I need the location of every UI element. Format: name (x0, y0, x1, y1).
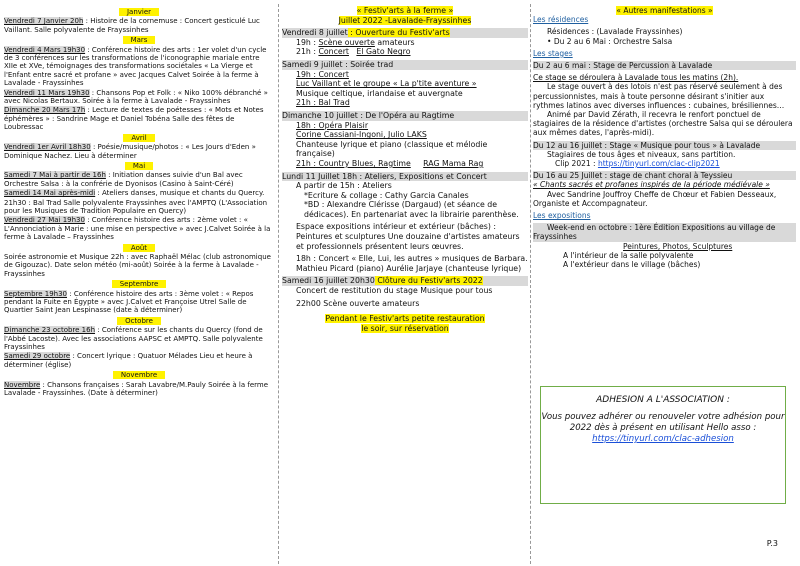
program-line: 21h : Bal Trad (296, 98, 350, 108)
program-line: Espace expositions intérieur et extérieur (bâches) : Peintures et sculptures Une douzaine d'artistes amateurs et professionnels présentent leurs œuvres. (296, 222, 520, 251)
month-heading: Août (4, 244, 274, 252)
month-heading: Septembre (4, 280, 274, 288)
clip-link[interactable]: https://tinyurl.com/clac-clip2021 (597, 159, 720, 169)
membership-box (540, 386, 786, 504)
calendar-event: Soirée astronomie et Musique 22h : avec Raphaël Mélac (club astronomique de Gigouzac). Date selon météo (mi-août) Soirée à la ferme à Lavalade - Frayssinhes (4, 252, 271, 278)
program-line: *Ecriture & collage : Cathy Garcia Canales (304, 190, 469, 200)
text-line: Ce stage se déroulera à Lavalade tous les matins (2h). (533, 73, 739, 83)
expo-line: A l'intérieur de la salle polyvalente (563, 250, 694, 260)
text-line: Clip 2021 : https://tinyurl.com/clac-clip2021 (555, 159, 720, 169)
calendar-event: Dimanche 20 Mars 17h : Lecture de textes de poétesses : « Mots et Notes éphémères » : Sandrine Mage et Daniel Tobéna Salle des fêtes de Loubressac (4, 106, 264, 132)
text-line: • Du 2 au 6 Mai : Orchestre Salsa (547, 36, 673, 46)
day-header: Samedi 9 juillet : Soirée trad (282, 60, 528, 70)
calendar-event: Vendredi 11 Mars 19h30 : Chansons Pop et Folk : « Niko 100% débranché » avec Nicolas Bertaux. Soirée à la ferme à Lavalade - Frayssinhes (4, 88, 268, 106)
calendar-event: 21h30 : Bal Trad Salle polyvalente Frayssinhes avec l'AMPTQ (L'Association pour les Musiques de Tradition Populaire en Quercy) (4, 198, 268, 215)
stage-header: Du 16 au 25 Juillet : stage de chant choral à Teyssieu (533, 171, 796, 180)
calendar-event: Septembre 19h30 : Conférence histoire des arts : 3ème volet : « Repos pendant la Fuite en Égypte » avec J.Calvet et Françoise Utrel Salle de Quartier Saint Jean Lespinasse (date à déterminer) (4, 289, 254, 315)
program-line: 19h : Scène ouverte amateurs (296, 37, 415, 47)
program-line: 18h : Concert « Elle, Lui, les autres » musiques de Barbara. Mathieu Picard (piano) Aurélie Jarjaye (chanteuse lyrique) (296, 254, 528, 273)
calendar-event: Samedi 7 Mai à partir de 16h : Initiation danses suivie d'un Bal avec Orchestre Salsa : à la confrérie de Dyonisos (Casino à Saint-Céré) (4, 171, 243, 188)
month-heading: Avril (4, 134, 274, 142)
festival-column (282, 6, 528, 562)
calendar-event: Samedi 29 octobre : Concert lyrique : Quatuor Mélades Lieu et heure à déterminer (église) (4, 352, 253, 369)
program-line: 21h : Concert El Gato Negro (296, 47, 411, 57)
festival-footer: le soir, sur réservation (361, 323, 449, 333)
text-line: Stagiaires de tous âges et niveaux, sans partition. (547, 149, 736, 159)
expo-line: A l'extérieur dans le village (bâches) (563, 260, 701, 270)
program-line: Musique celtique, irlandaise et auvergnate (296, 88, 463, 98)
calendar-event: Vendredi 7 Janvier 20h : Histoire de la cornemuse : Concert gesticulé Luc Vaillant. Salle polyvalente de Frayssinhes (4, 17, 260, 34)
program-line: 22h00 Scène ouverte amateurs (296, 298, 420, 308)
calendar-event: Vendredi 27 Mai 19h30 : Conférence histoire des arts : 2ème volet : « L'Annonciation à Marie : une mise en perspective » avec J.Calvet Soirée à la ferme à Lavalade – Frayssinhes (4, 216, 271, 242)
program-line: Concert de restitution du stage Musique pour tous (296, 286, 493, 296)
program-line: A partir de 15h : Ateliers (296, 181, 392, 191)
text-line: « Chants sacrés et profanes inspirés de la période médiévale » (533, 180, 770, 190)
stage-header: Du 12 au 16 juillet : Stage « Musique pour tous » à Lavalade (533, 141, 796, 150)
day-header: Lundi 11 Juillet 18h : Ateliers, Expositions et Concert (282, 172, 528, 182)
membership-text: Vous pouvez adhérer ou renouveler votre adhésion pour 2022 dès à présent en utilisant Hello asso : (541, 412, 785, 433)
text-line: Le stage ouvert à des lotois n'est pas réservé seulement à des percussionnistes, mais à toute personne désirant s'initier aux rythmes latinos avec diverses influences : cubaines, brésiliennes… (533, 82, 785, 110)
membership-title: ADHESION A L'ASSOCIATION : (596, 395, 730, 405)
program-line: Luc Vaillant et le groupe « La p'tite aventure » (296, 79, 477, 89)
program-line: Chanteuse lyrique et piano (classique et mélodie française) (296, 139, 488, 159)
calendar-event: Vendredi 4 Mars 19h30 : Conférence histoire des arts : 1er volet d'un cycle de 3 conférences sur les transformations de l'iconographie mariale entre XIIe et XVe, témoignages des transformations sociétales « La Vierge et l'Enfant entre sacré et profane » avec Jacques Calvet Soirée à la ferme à Lavalade - Frayssinhes (4, 45, 267, 88)
festival-title: « Festiv'arts à la ferme » (356, 6, 454, 15)
day-header: Samedi 16 juillet 20h30 Clôture du Festiv'arts 2022 (282, 276, 528, 286)
calendar-event: Samedi 14 Mai après-midi : Ateliers danses, musique et chants du Quercy. (4, 189, 265, 198)
other-title: « Autres manifestations » (616, 6, 713, 15)
month-heading: Novembre (4, 371, 274, 379)
text-line: Résidences : (Lavalade Frayssinhes) (547, 27, 683, 37)
calendar-event: Dimanche 23 octobre 16h : Conférence sur les chants du Quercy (fond de l'Abbé Lacoste). Avec les associations AAPSC et AMPTQ. Salle polyvalente Frayssinhes (4, 326, 263, 352)
program-line: 18h : Opéra Plaisir (296, 120, 369, 130)
month-heading: Mai (4, 162, 274, 170)
calendar-event: Novembre : Chansons françaises : Sarah Lavabre/M.Pauly Soirée à la ferme Lavalade - Frayssinhes. (Date à déterminer) (4, 380, 269, 398)
page-number: P.3 (766, 539, 778, 548)
section-heading: Les expositions (533, 211, 591, 221)
day-header: Vendredi 8 juillet : Ouverture du Festiv'arts (282, 28, 528, 38)
text-line: Animé par David Zérath, il recevra le renfort ponctuel de stagiaires de la résidence d'artistes (orchestre Salsa qui se déroulera aux mêmes dates, l'après-midi). (533, 110, 793, 138)
day-header: Dimanche 10 juillet : De l'Opéra au Ragtime (282, 111, 528, 121)
calendar-column (4, 6, 274, 562)
program-line: *BD : Alexandre Clérisse (Dargaud) (et séance de dédicaces). En partenariat avec la librairie parenthèse. (304, 200, 519, 219)
month-heading: Mars (4, 36, 274, 44)
month-heading: Janvier (4, 8, 274, 16)
festival-subtitle: Juillet 2022 -Lavalade-Frayssinhes (338, 15, 472, 25)
expo-line: Peintures, Photos, Sculptures (623, 241, 733, 251)
expo-line: Week-end en octobre : 1ère Édition Expositions au village de Frayssinhes (533, 223, 796, 241)
membership-link[interactable]: https://tinyurl.com/clac-adhesion (592, 434, 734, 444)
festival-footer: Pendant le Festiv'arts petite restauration (325, 314, 485, 324)
program-line: Corine Cassiani-Ingoni, Julio LAKS (296, 130, 427, 140)
stage-header: Du 2 au 6 mai : Stage de Percussion à Lavalade (533, 61, 796, 70)
section-heading: Les résidences (533, 15, 589, 25)
calendar-event: Vendredi 1er Avril 18h30 : Poésie/musique/photos : « Les Jours d'Eden » Dominique Nachez. Lieu à déterminer (4, 143, 256, 160)
month-heading: Octobre (4, 317, 274, 325)
program-line: 21h : Country Blues, Ragtime RAG Mama Rag (296, 158, 484, 168)
text-line: Avec Sandrine Jouffroy Cheffe de Chœur et Fabien Desseaux, Organiste et Accompagnateur. (533, 189, 777, 208)
program-line: 19h : Concert (296, 69, 349, 79)
section-heading: Les stages (533, 48, 573, 58)
